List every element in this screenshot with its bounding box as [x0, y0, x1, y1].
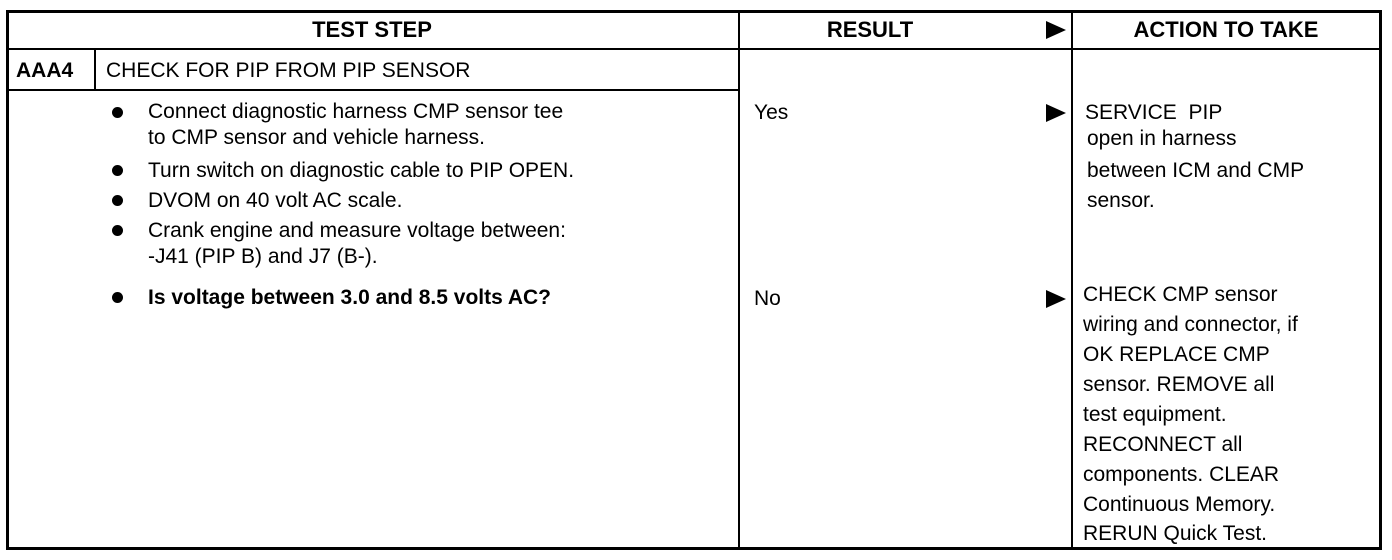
arrow-icon: [1046, 104, 1066, 122]
action-yes-line-1: SERVICE PIP: [1085, 101, 1223, 124]
action-no-line-5: test equipment.: [1083, 403, 1227, 426]
table-border-left: [6, 10, 9, 550]
instruction-4-line-2: -J41 (PIP B) and J7 (B-).: [148, 245, 378, 268]
bullet-icon: [112, 107, 123, 118]
step-title: CHECK FOR PIP FROM PIP SENSOR: [106, 59, 471, 82]
action-yes-line-4: sensor.: [1087, 189, 1155, 212]
arrow-icon: [1046, 21, 1066, 39]
action-no-line-8: Continuous Memory.: [1083, 493, 1276, 516]
result-no: No: [754, 287, 781, 310]
step-id: AAA4: [16, 59, 74, 82]
action-no-line-2: wiring and connector, if: [1083, 313, 1298, 336]
header-result: RESULT: [826, 17, 914, 42]
table-border-bottom: [6, 547, 1382, 550]
header-separator: [6, 48, 1382, 50]
instruction-5-question: Is voltage between 3.0 and 8.5 volts AC?: [148, 286, 552, 309]
action-yes-line-2: open in harness: [1087, 127, 1237, 150]
instruction-3: DVOM on 40 volt AC scale.: [148, 189, 403, 212]
instruction-2: Turn switch on diagnostic cable to PIP OPEN.: [148, 159, 575, 182]
column-divider-action: [1071, 10, 1073, 550]
action-yes-line-3: between ICM and CMP: [1087, 159, 1305, 182]
column-divider-result: [738, 10, 740, 550]
action-no-line-4: sensor. REMOVE all: [1083, 373, 1275, 396]
bullet-icon: [112, 292, 123, 303]
table-border-right: [1379, 10, 1382, 550]
table-border-top: [6, 10, 1382, 13]
instruction-1-line-1: Connect diagnostic harness CMP sensor tee: [148, 100, 564, 123]
action-no-line-6: RECONNECT all: [1083, 433, 1243, 456]
step-title-separator: [6, 89, 740, 91]
bullet-icon: [112, 225, 123, 236]
bullet-icon: [112, 195, 123, 206]
instruction-4-line-1: Crank engine and measure voltage between:: [148, 219, 566, 242]
header-test-step: TEST STEP: [312, 17, 432, 42]
action-no-line-1: CHECK CMP sensor: [1083, 283, 1278, 306]
step-id-divider: [94, 48, 96, 91]
result-yes: Yes: [754, 101, 789, 124]
action-no-line-3: OK REPLACE CMP: [1083, 343, 1270, 366]
instruction-1-line-2: to CMP sensor and vehicle harness.: [148, 126, 485, 149]
arrow-icon: [1046, 290, 1066, 308]
diagnostic-table: [6, 10, 1382, 550]
header-action: ACTION TO TAKE: [1133, 17, 1319, 42]
action-no-line-9: RERUN Quick Test.: [1083, 522, 1267, 545]
action-no-line-7: components. CLEAR: [1083, 463, 1280, 486]
bullet-icon: [112, 165, 123, 176]
